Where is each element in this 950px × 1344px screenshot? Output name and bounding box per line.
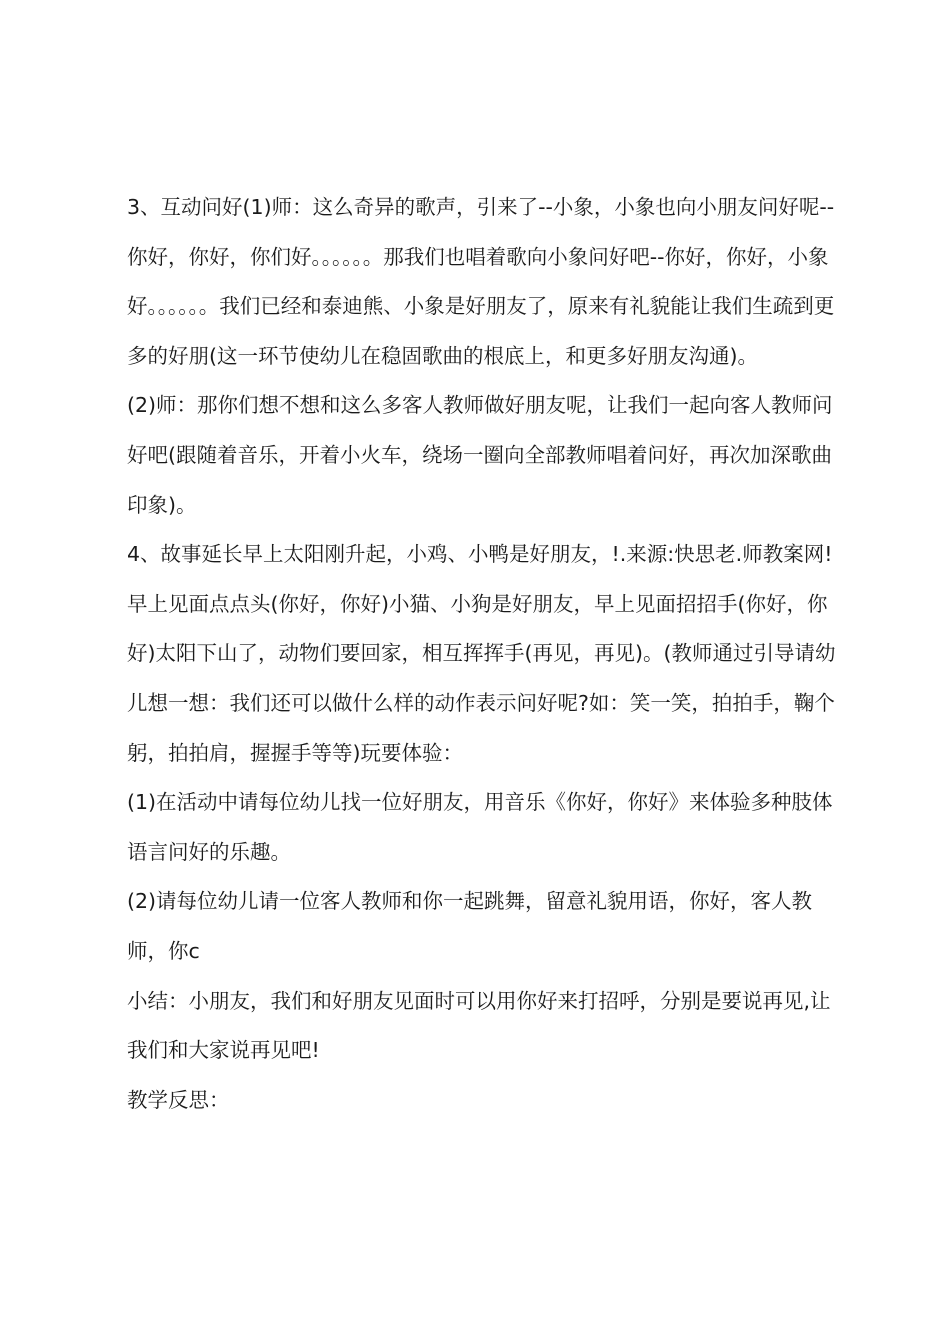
paragraph-teaching-reflection: 教学反思： bbox=[127, 1087, 230, 1112]
paragraph-story-extension: 4、故事延长早上太阳刚升起，小鸡、小鸭是好朋友，!.来源:快思老.师教案网!早上见面点点头(你好，你好)小猫、小狗是好朋友，早上见面招招手(你好，你好)太阳下山了，动物们要回家，相互挥挥手(再见，再见)。(教师通过引导请幼儿想一想：我们还可以做什么样的动作表示问好呢?如：笑一笑，拍拍手，鞠个躬，拍拍肩，握握手等等)玩要体验： bbox=[127, 542, 836, 765]
document-body bbox=[127, 183, 839, 1125]
paragraph-greet-teachers: (2)师：那你们想不想和这么多客人教师做好朋友呢，让我们一起向客人教师问好吧(跟随着音乐，开着小火车，绕场一圈向全部教师唱着问好，再次加深歌曲印象)。 bbox=[127, 393, 833, 517]
paragraph-activity-one: (1)在活动中请每位幼儿找一位好朋友，用音乐《你好，你好》来体验多种肢体语言问好的乐趣。 bbox=[127, 790, 833, 864]
paragraph-activity-two: (2)请每位幼儿请一位客人教师和你一起跳舞，留意礼貌用语，你好，客人教师，你c bbox=[127, 889, 813, 963]
paragraph-interactive-greeting: 3、互动问好(1)师：这么奇异的歌声，引来了--小象，小象也向小朋友问好呢--你好，你好，你们好。。。。。。那我们也唱着歌向小象问好吧--你好，你好，小象好。。。。。。我们已经和泰迪熊、小象是好朋友了，原来有礼貌能让我们生疏到更多的好朋(这一环节使幼儿在稳固歌曲的根底上，和更多好朋友沟通)。 bbox=[127, 195, 835, 368]
paragraph-summary: 小结：小朋友，我们和好朋友见面时可以用你好来打招呼，分别是要说再见,让我们和大家说再见吧! bbox=[127, 988, 831, 1063]
